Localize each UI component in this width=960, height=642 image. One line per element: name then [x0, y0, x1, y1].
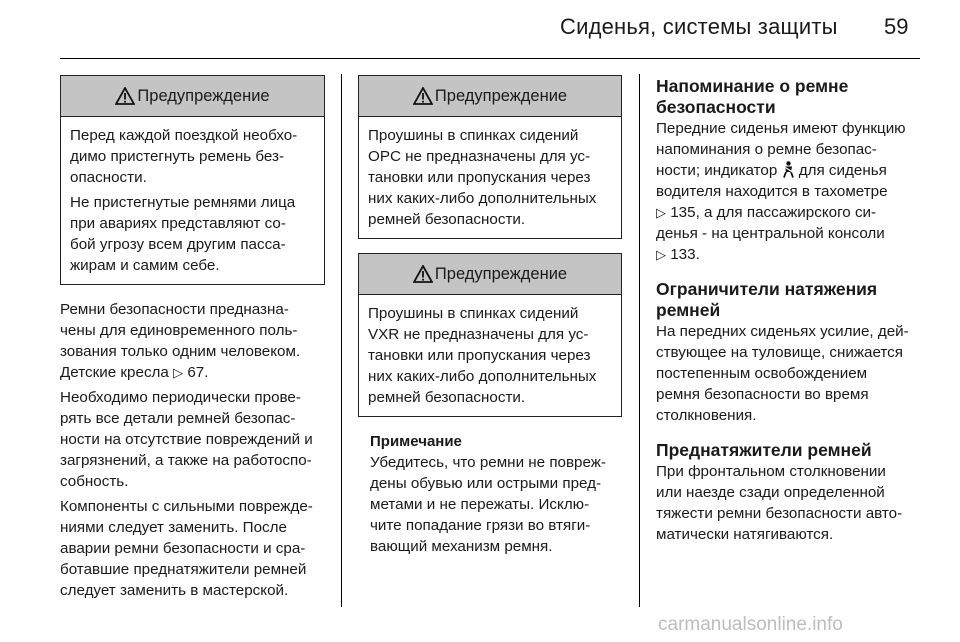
- warning-body: [359, 117, 621, 238]
- note-block: [358, 431, 622, 557]
- column-2: [358, 75, 622, 561]
- column-divider-1: [341, 74, 342, 607]
- paragraph: [60, 299, 325, 383]
- xref-arrow-icon: ▷: [656, 247, 666, 262]
- warning-label: Предупреждение: [137, 86, 270, 105]
- paragraph-text: для сиденья водителя находится в тахометре: [656, 162, 888, 200]
- column-3: [656, 76, 936, 559]
- page-ref[interactable]: 133.: [670, 246, 700, 263]
- page-ref[interactable]: 135, а для пассажирского си- денья - на центральной консоли: [656, 204, 885, 242]
- paragraph-text: Ремни безопасности предназна- чены для единовременного поль- зования только одним человеком. Детские кресла: [60, 301, 301, 381]
- warning-label: Предупреждение: [434, 264, 568, 283]
- warning-body: [359, 295, 621, 416]
- note-label: Примечание: [370, 433, 462, 450]
- paragraph: Компоненты с сильными поврежде- ниями следует заменить. После аварии ремни безопасности и сра- ботавшие преднатяжители ремней следует заменить в мастерской.: [60, 498, 313, 599]
- xref-arrow-icon: ▷: [173, 365, 184, 380]
- warning-box-3: [358, 253, 622, 417]
- warning-body: [61, 117, 324, 284]
- warning-triangle-icon: [413, 87, 433, 105]
- page-title: Сиденья, системы защиты: [560, 14, 838, 39]
- paragraph: На передних сиденьях усилие, дей- ствующее на туловище, снижается постепенным освобождением ремня безопасности во время столкновения.: [656, 323, 909, 424]
- section-seatbelt-reminder: [656, 76, 936, 265]
- xref-arrow-icon: ▷: [656, 205, 666, 220]
- section-heading: Преднатяжители ремней: [656, 440, 872, 460]
- column-divider-2: [639, 74, 640, 607]
- warning-paragraph: Перед каждой поездкой необхо- димо пристегнуть ремень без- опасности.: [70, 127, 298, 186]
- paragraph-text: Передние сиденья имеют функцию напоминания о ремне безопас- ности; индикатор: [656, 120, 906, 179]
- page-ref[interactable]: 67.: [187, 364, 209, 381]
- watermark: carmanualsonline.info: [658, 614, 843, 635]
- warning-header: [359, 254, 621, 295]
- warning-header: [61, 76, 324, 117]
- warning-paragraph: Проушины в спинках сидений OPC не предназначены для ус- тановки или пропускания через них каких-либо дополнительных ремней безопасности.: [368, 127, 597, 228]
- paragraph: При фронтальном столкновении или наезде сзади определенной тяжести ремни безопасности авто- матически натягиваются.: [656, 463, 903, 543]
- warning-header: [359, 76, 621, 117]
- paragraph: [656, 118, 936, 265]
- section-heading: Ограничители натяжения ремней: [656, 279, 878, 320]
- section-heading: Напоминание о ремне безопасности: [656, 76, 849, 117]
- section-belt-pretensioners: [656, 440, 936, 545]
- section-belt-force-limiters: [656, 279, 936, 426]
- warning-triangle-icon: [413, 265, 433, 283]
- warning-label: Предупреждение: [434, 86, 568, 105]
- warning-triangle-icon: [115, 87, 135, 105]
- warning-paragraph: Проушины в спинках сидений VXR не предназначены для ус- тановки или пропускания через них каких-либо дополнительных ремней безопасности.: [368, 305, 597, 406]
- page-number: 59: [884, 14, 909, 39]
- warning-box-1: [60, 75, 325, 285]
- seatbelt-indicator-icon: [782, 161, 795, 178]
- warning-box-2: [358, 75, 622, 239]
- header-rule: [60, 58, 920, 59]
- column-1: [60, 75, 325, 605]
- note-text: Убедитесь, что ремни не повреж- дены обувью или острыми пред- метами и не пережаты. Исклю- чите попадание грязи во втяги- вающий механизм ремня.: [370, 454, 606, 555]
- warning-paragraph: Не пристегнутые ремнями лица при авариях представляют со- бой угрозу всем другим пасса- жирам и самим себе.: [70, 194, 296, 274]
- paragraph: Необходимо периодически прове- рять все детали ремней безопас- ности на отсутствие повреждений и загрязнений, а также на работоспо- собность.: [60, 389, 313, 490]
